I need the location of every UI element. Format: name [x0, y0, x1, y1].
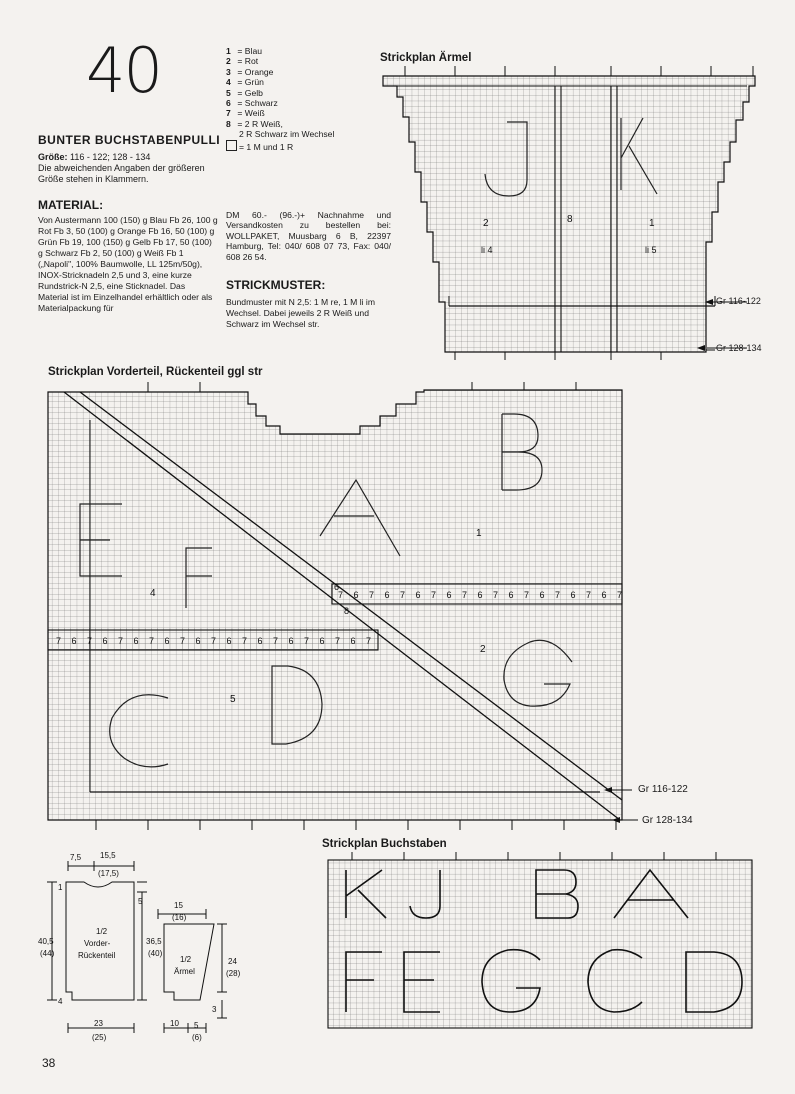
dim-top1: 7,5 — [70, 853, 82, 862]
material-heading: MATERIAL: — [38, 198, 104, 212]
dim-bottomb: (25) — [92, 1033, 107, 1042]
page-number: 38 — [42, 1056, 56, 1070]
dim-sleeve-topb: (16) — [172, 913, 187, 922]
stripe-digit: 7 — [493, 590, 499, 600]
stripe-digit: 6 — [539, 590, 545, 600]
legend-item: 3 = Orange — [226, 66, 274, 77]
dim-top2: 15,5 — [100, 852, 116, 860]
stripe-digit: 6 — [350, 636, 356, 646]
body-label-8: 8 — [344, 606, 350, 616]
stripe-digit: 7 — [87, 636, 93, 646]
stripe-digit: 6 — [384, 590, 390, 600]
dim-right-top: 5 — [138, 897, 143, 906]
front-label-2: Vorder- — [84, 939, 111, 948]
dim-bottom-small: 4 — [58, 997, 63, 1006]
dim-bottom: 23 — [94, 1019, 103, 1028]
dim-sleeve-bottom2: 5 — [194, 1021, 199, 1030]
sleeve-label-li4: li 4 — [481, 245, 493, 255]
sleeve-label-8: 8 — [567, 214, 573, 225]
stripe-digit: 6 — [71, 636, 77, 646]
legend-item: 7 = Weiß — [226, 108, 265, 119]
stripe-digit: 6 — [508, 590, 514, 600]
size-note: Die abweichenden Angaben der größeren Größe stehen in Klammern. — [38, 163, 205, 184]
body-label-4: 4 — [150, 588, 156, 599]
stripe-digit: 7 — [366, 636, 372, 646]
legend-item: 6 = Schwarz — [226, 98, 278, 109]
letters-chart — [322, 852, 762, 1034]
body-label-6: 6 — [334, 582, 340, 592]
stripe-digit: 6 — [353, 590, 359, 600]
order-info: DM 60.- (96.-)+ Nachnahme und Versandkosten zu bestellen bei: WOLLPAKET, Muusbarg 6 B, 22397 Hamburg, Tel: 040/ 608 07 73, Fax: 040/ 608 26 54. — [226, 210, 391, 262]
dim-sleeve-bottom-small: 3 — [212, 1005, 217, 1014]
stripe-digit: 7 — [524, 590, 530, 600]
pattern-number: 40 — [86, 34, 161, 107]
size-label: Größe: — [38, 152, 68, 162]
stripe-digit: 7 — [338, 590, 344, 600]
stripe-digit: 6 — [288, 636, 294, 646]
stripe-digit: 7 — [400, 590, 406, 600]
stripe-digit: 6 — [195, 636, 201, 646]
front-label-1: 1/2 — [96, 927, 108, 936]
stripe-digit: 6 — [164, 636, 170, 646]
dim-height: 40,5 — [38, 937, 54, 946]
sleeve-chart — [375, 62, 785, 362]
stripe-digit: 6 — [477, 590, 483, 600]
stripe-digit: 6 — [415, 590, 421, 600]
stripe-digit: 6 — [102, 636, 108, 646]
dim-sleeve-bottom: 10 — [170, 1019, 179, 1028]
body-label-1: 1 — [476, 528, 482, 539]
sleeve-piece-label-1: 1/2 — [180, 955, 192, 964]
grid-box-icon — [226, 140, 237, 151]
stripe-digit: 7 — [369, 590, 375, 600]
sleeve-piece-label-2: Ärmel — [174, 967, 195, 976]
body-chart-title: Strickplan Vorderteil, Rückenteil ggl str — [48, 366, 263, 378]
body-label-2: 2 — [480, 644, 486, 655]
stripe-digit: 6 — [226, 636, 232, 646]
size-text: 116 - 122; 128 - 134 — [70, 152, 151, 162]
front-label-3: Rückenteil — [78, 951, 116, 960]
stripe-digit: 6 — [133, 636, 139, 646]
sleeve-label-1: 1 — [649, 218, 655, 229]
dim-sleeve-top: 15 — [174, 901, 183, 910]
dim-sideb: (40) — [148, 949, 163, 958]
strickmuster-heading: STRICKMUSTER: — [226, 278, 326, 292]
stripe-digit: 7 — [56, 636, 62, 646]
dim-top2b: (17,5) — [98, 869, 119, 878]
body-chart — [40, 380, 640, 835]
stripe-digit: 6 — [319, 636, 325, 646]
stripe-digit: 7 — [180, 636, 186, 646]
legend-item: 4 = Grün — [226, 77, 264, 88]
letters-chart-title: Strickplan Buchstaben — [322, 838, 447, 850]
schematic-drawings — [38, 852, 278, 1044]
color-legend — [226, 46, 376, 152]
sleeve-label-2: 2 — [483, 218, 489, 229]
stripe-digit: 7 — [462, 590, 468, 600]
dim-left-top: 1 — [58, 883, 63, 892]
material-text: Von Austermann 100 (150) g Blau Fb 26, 100 g Rot Fb 3, 50 (100) g Orange Fb 16, 50 (100) g Grün Fb 19, 100 (150) g Gelb Fb 17, 50 (100) g Schwarz Fb 2, 50 (100) g Weiß Fb 1 („Napoli", 100% Baumwolle, LL 125m/50g), INOX-Stricknadeln 2,5 und 3, eine kurze Rundstrick-N 2,5, eine Sticknadel. Das Material ist im Einzelhandel erhältlich oder als Materialpackung für — [38, 215, 218, 313]
stripe-digit: 7 — [335, 636, 341, 646]
legend-item: 8 = 2 R Weiß, — [226, 118, 283, 129]
sleeve-size-label-1: Gr 116-122 — [716, 296, 761, 306]
stripe-digit: 7 — [242, 636, 248, 646]
sleeve-chart-title: Strickplan Ärmel — [380, 52, 472, 64]
dim-side: 36,5 — [146, 937, 162, 946]
legend-item: 1 = Blau — [226, 46, 262, 56]
legend-item-cont: 2 R Schwarz im Wechsel — [239, 129, 335, 140]
stripe-digit: 7 — [617, 590, 623, 600]
stripe-digit: 7 — [431, 590, 437, 600]
body-size-label-2: Gr 128-134 — [642, 815, 693, 826]
body-label-5: 5 — [230, 694, 236, 705]
body-size-label-1: Gr 116-122 — [638, 784, 688, 795]
stripe-digits-bottom — [56, 636, 371, 646]
stripe-digit: 7 — [149, 636, 155, 646]
pattern-title: BUNTER BUCHSTABENPULLI — [38, 133, 221, 147]
stripe-digit: 7 — [273, 636, 279, 646]
legend-item: 2 = Rot — [226, 56, 259, 67]
dim-sleeve-bottom2b: (6) — [192, 1033, 202, 1042]
stripe-digit: 7 — [304, 636, 310, 646]
size-info — [38, 152, 213, 185]
strickmuster-text: Bundmuster mit N 2,5: 1 M re, 1 M li im Wechsel. Dabei jeweils 2 R Weiß und Schwarz im Wechsel str. — [226, 297, 375, 329]
sleeve-label-li5: li 5 — [645, 245, 657, 255]
stripe-digit: 6 — [570, 590, 576, 600]
dim-heightb: (44) — [40, 949, 55, 958]
stripe-digit: 7 — [118, 636, 124, 646]
legend-item: 5 = Gelb — [226, 87, 263, 98]
stripe-digit: 6 — [257, 636, 263, 646]
stripe-digit: 7 — [555, 590, 561, 600]
legend-box-item: = 1 M und 1 R — [226, 140, 376, 152]
stripe-digit: 7 — [586, 590, 592, 600]
dim-sleeve-height: 24 — [228, 957, 237, 966]
sleeve-size-label-2: Gr 128-134 — [716, 343, 762, 353]
stripe-digit: 6 — [601, 590, 607, 600]
stripe-digit: 7 — [211, 636, 217, 646]
dim-sleeve-heightb: (28) — [226, 969, 241, 978]
stripe-digit: 6 — [446, 590, 452, 600]
